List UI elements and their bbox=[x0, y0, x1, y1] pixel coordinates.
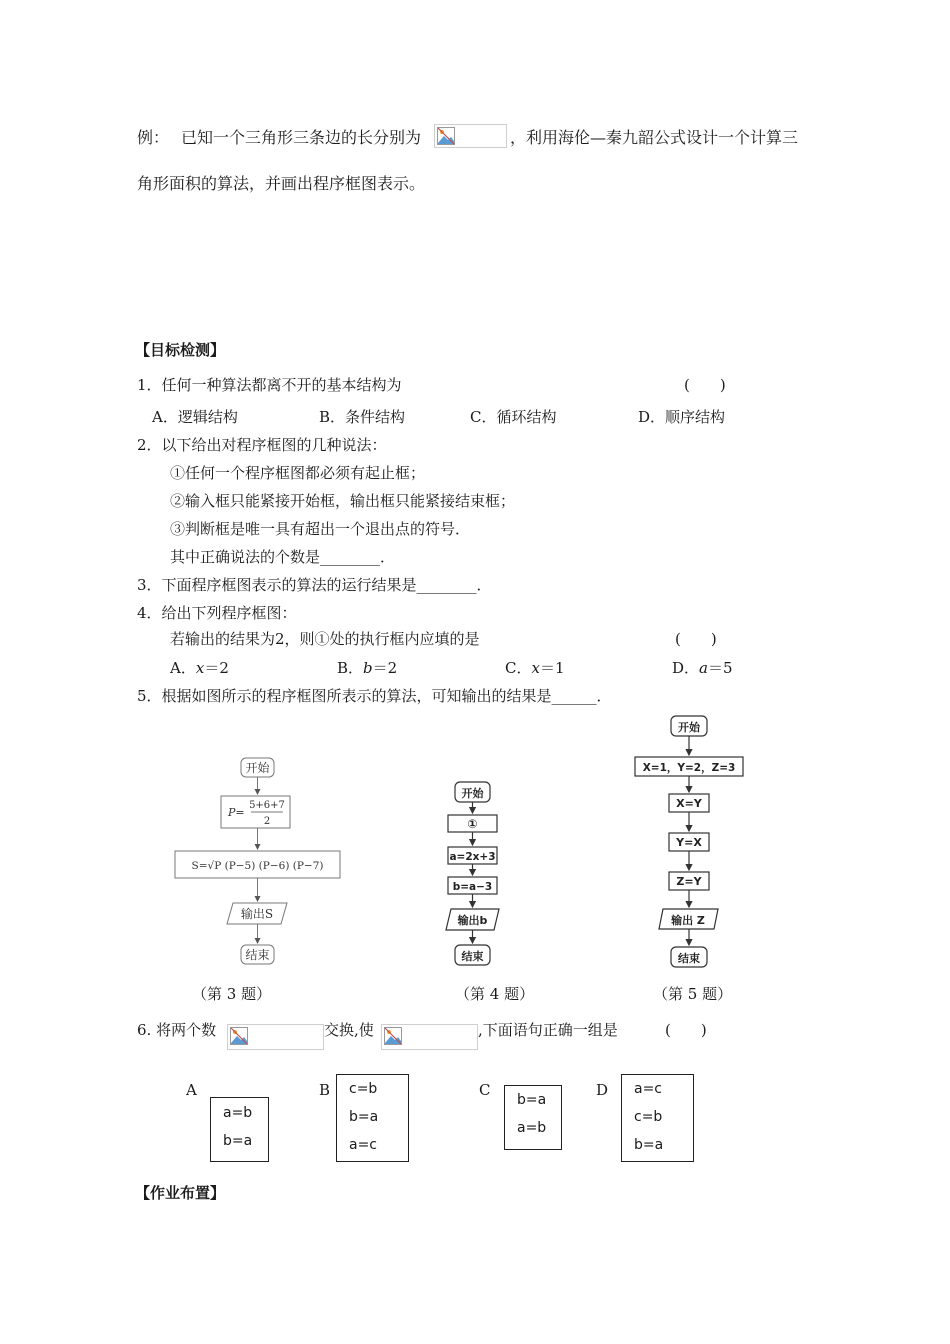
broken-image-icon bbox=[437, 127, 455, 145]
example-line1-b: ，利用海伦—秦九韶公式设计一个计算三 bbox=[510, 128, 799, 147]
fig3-caption: （第 3 题） bbox=[192, 985, 272, 1003]
fig3-s-formula: S=√P (P−5) (P−6) (P−7) bbox=[191, 860, 324, 872]
q2-statement-1: ①任何一个程序框图都必须有起止框； bbox=[170, 464, 426, 482]
fig4-output: 输出b bbox=[457, 914, 488, 927]
example-line2: 角形面积的算法，并画出程序框图表示。 bbox=[137, 174, 426, 193]
q4-option-c: C．x＝1 bbox=[505, 659, 565, 677]
q6-choice-c-label: C bbox=[479, 1081, 491, 1099]
fig3-p-left: P= bbox=[228, 806, 245, 819]
image-placeholder bbox=[381, 1024, 478, 1050]
fig5-caption: （第 5 题） bbox=[653, 985, 733, 1003]
fig5-init: X=1，Y=2，Z=3 bbox=[642, 762, 736, 774]
q6-choice-d-label: D bbox=[596, 1081, 609, 1099]
flowchart-q5 bbox=[630, 710, 750, 970]
q4-option-a: A．x＝2 bbox=[170, 659, 229, 677]
example-line1-a: 已知一个三角形三条边的长分别为 bbox=[181, 128, 422, 147]
code-line: c=b bbox=[349, 1081, 378, 1097]
q4-text: 4．给出下列程序框图： bbox=[137, 604, 297, 622]
fig5-step3: Z=Y bbox=[676, 875, 702, 888]
example-label: 例： bbox=[137, 128, 170, 147]
q1-option-c: C．循环结构 bbox=[470, 408, 557, 426]
section-homework-heading: 【作业布置】 bbox=[135, 1184, 226, 1202]
fig4-step3: b=a−3 bbox=[452, 881, 493, 893]
q6-choice-d-box bbox=[621, 1074, 694, 1162]
q4-sub: 若输出的结果为2，则①处的执行框内应填的是 bbox=[170, 630, 480, 648]
image-placeholder bbox=[434, 124, 507, 148]
code-line: c=b bbox=[634, 1109, 663, 1125]
q2-text: 2．以下给出对程序框图的几种说法： bbox=[137, 436, 387, 454]
fig3-output: 输出S bbox=[240, 907, 274, 921]
q2-statement-3: ③判断框是唯一具有超出一个退出点的符号． bbox=[170, 520, 471, 538]
q4-option-b: B．b＝2 bbox=[337, 659, 398, 677]
fig5-end: 结束 bbox=[678, 952, 700, 965]
fig3-end: 结束 bbox=[245, 948, 270, 962]
section-check-heading: 【目标检测】 bbox=[135, 341, 226, 359]
q3-text: 3．下面程序框图表示的算法的运行结果是________． bbox=[137, 576, 492, 594]
fig4-step2: a=2x+3 bbox=[449, 851, 496, 863]
flowchart-q4 bbox=[435, 775, 515, 970]
q6-text-c: ,下面语句正确一组是 bbox=[478, 1021, 618, 1039]
code-line: b=a bbox=[634, 1137, 664, 1153]
q6-text-a: 6. 将两个数 bbox=[137, 1021, 217, 1039]
q6-text-b: 交换,使 bbox=[324, 1021, 374, 1039]
fig5-step2: Y=X bbox=[676, 836, 702, 849]
code-line: a=c bbox=[634, 1081, 663, 1097]
code-line: a=b bbox=[517, 1120, 547, 1136]
q1-text: 1．任何一种算法都离不开的基本结构为 bbox=[137, 376, 402, 394]
q6-choice-b-box bbox=[336, 1074, 409, 1162]
fig3-p-num: 5+6+7 bbox=[249, 800, 285, 811]
fig4-step1: ① bbox=[467, 817, 478, 831]
q4-paren: ( ) bbox=[675, 630, 717, 648]
fig3-p-den: 2 bbox=[263, 816, 271, 827]
q1-paren: ( ) bbox=[684, 376, 726, 394]
q6-choice-c-box bbox=[504, 1085, 562, 1150]
fig5-start: 开始 bbox=[678, 721, 700, 734]
code-line: a=c bbox=[349, 1137, 378, 1153]
fig4-caption: （第 4 题） bbox=[455, 985, 535, 1003]
broken-image-icon bbox=[230, 1027, 248, 1045]
broken-image-icon bbox=[384, 1027, 402, 1045]
q6-choice-a-box bbox=[210, 1097, 269, 1162]
q6-choice-a-label: A bbox=[186, 1081, 197, 1099]
image-placeholder bbox=[227, 1024, 324, 1050]
fig5-step1: X=Y bbox=[676, 797, 702, 810]
q2-statement-2: ②输入框只能紧接开始框，输出框只能紧接结束框； bbox=[170, 492, 516, 510]
flowchart-q3 bbox=[170, 750, 350, 970]
fig4-start: 开始 bbox=[461, 787, 484, 800]
fig3-start: 开始 bbox=[245, 761, 270, 775]
q6-paren: ( ) bbox=[665, 1021, 707, 1039]
q5-text: 5．根据如图所示的程序框图所表示的算法，可知输出的结果是______． bbox=[137, 687, 612, 705]
q1-option-d: D．顺序结构 bbox=[638, 408, 726, 426]
code-line: a=b bbox=[223, 1105, 253, 1121]
code-line: b=a bbox=[223, 1133, 253, 1149]
q2-statement-4: 其中正确说法的个数是________． bbox=[170, 548, 396, 566]
fig5-output: 输出 Z bbox=[671, 914, 705, 927]
q6-choice-b-label: B bbox=[319, 1081, 331, 1099]
fig4-end: 结束 bbox=[461, 950, 484, 963]
q1-option-a: A．逻辑结构 bbox=[152, 408, 238, 426]
q4-option-d: D．a＝5 bbox=[672, 659, 733, 677]
q1-option-b: B．条件结构 bbox=[319, 408, 406, 426]
code-line: b=a bbox=[517, 1092, 547, 1108]
code-line: b=a bbox=[349, 1109, 379, 1125]
